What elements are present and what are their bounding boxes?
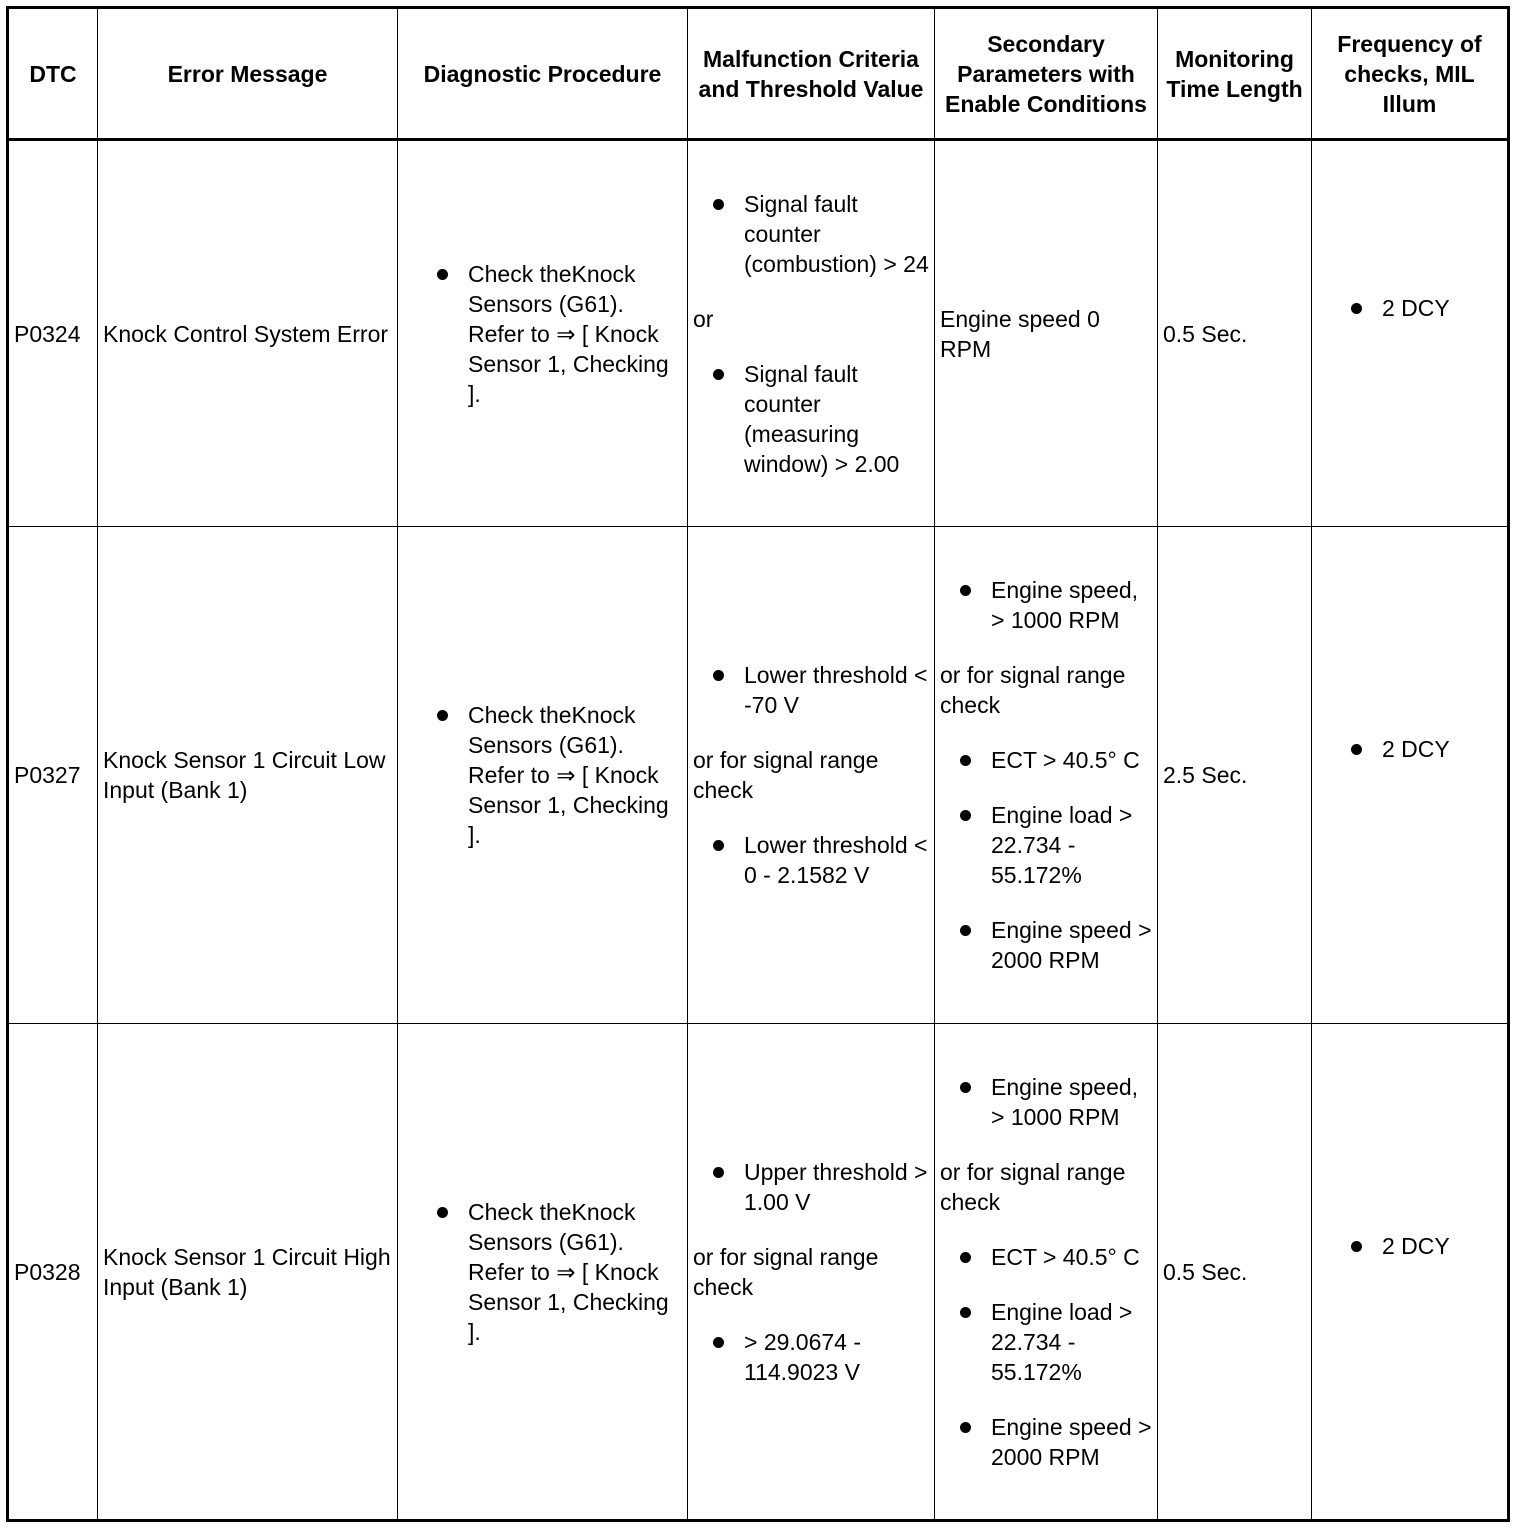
- dtc-table: [6, 6, 1510, 1522]
- dtc-code: P0327: [14, 762, 81, 788]
- procedure-list: [398, 1197, 687, 1347]
- procedure-item: Check theKnock Sensors (G61). Refer to ⇒ [ Knock Sensor 1, Checking ].: [417, 700, 679, 850]
- header-diagnostic-procedure: Diagnostic Procedure: [398, 8, 688, 140]
- header-frequency: Frequency of checks, MIL Illum: [1312, 8, 1509, 140]
- procedure-cell: [398, 527, 688, 1024]
- criteria-bullet: Lower threshold < -70 V: [693, 660, 929, 720]
- header-dtc: DTC: [8, 8, 98, 140]
- frequency-item: 2 DCY: [1331, 734, 1507, 764]
- frequency-item: 2 DCY: [1331, 293, 1507, 323]
- secondary-cell: [935, 527, 1158, 1024]
- secondary-connector: or for signal range check: [940, 662, 1126, 718]
- secondary-bullet: ECT > 40.5° C: [940, 745, 1152, 775]
- procedure-list: [398, 259, 687, 409]
- dtc-cell: [8, 527, 98, 1024]
- table-row: [8, 140, 1509, 527]
- criteria-cell: [688, 527, 935, 1024]
- secondary-content: [935, 1072, 1157, 1472]
- criteria-bullet: > 29.0674 - 114.9023 V: [693, 1327, 929, 1387]
- frequency-item: 2 DCY: [1331, 1231, 1507, 1261]
- criteria-bullet: Signal fault counter (combustion) > 24: [693, 189, 929, 279]
- table-row: [8, 527, 1509, 1024]
- secondary-content: [935, 575, 1157, 975]
- criteria-bullet: Lower threshold < 0 - 2.1582 V: [693, 830, 929, 890]
- header-secondary-parameters: Secondary Parameters with Enable Conditions: [935, 8, 1158, 140]
- time-cell: [1158, 140, 1312, 527]
- secondary-bullet: Engine speed, > 1000 RPM: [940, 1072, 1152, 1132]
- procedure-item: Check theKnock Sensors (G61). Refer to ⇒ [ Knock Sensor 1, Checking ].: [417, 259, 679, 409]
- criteria-cell: [688, 140, 935, 527]
- secondary-cell: [935, 1024, 1158, 1521]
- dtc-cell: [8, 140, 98, 527]
- error-message-cell: [98, 1024, 398, 1521]
- table-row: [8, 1024, 1509, 1521]
- criteria-content: [688, 660, 934, 890]
- time-cell: [1158, 527, 1312, 1024]
- dtc-cell: [8, 1024, 98, 1521]
- error-message-cell: [98, 527, 398, 1024]
- frequency-cell: [1312, 1024, 1509, 1521]
- secondary-connector: or for signal range check: [940, 1158, 1126, 1215]
- secondary-bullet: Engine speed > 2000 RPM: [940, 915, 1152, 975]
- secondary-bullet: ECT > 40.5° C: [940, 1242, 1152, 1272]
- criteria-connector: or for signal range check: [693, 747, 879, 803]
- header-error-message: Error Message: [98, 8, 398, 140]
- criteria-cell: [688, 1024, 935, 1521]
- header-row: [8, 8, 1509, 140]
- header-malfunction-criteria: Malfunction Criteria and Threshold Value: [688, 8, 935, 140]
- secondary-bullet: Engine speed > 2000 RPM: [940, 1412, 1152, 1472]
- frequency-cell: [1312, 140, 1509, 527]
- error-message: Knock Control System Error: [103, 320, 389, 347]
- secondary-bullet: Engine speed, > 1000 RPM: [940, 575, 1152, 635]
- error-message: Knock Sensor 1 Circuit Low Input (Bank 1): [103, 747, 386, 803]
- criteria-connector: or: [693, 305, 714, 332]
- procedure-cell: [398, 1024, 688, 1521]
- time-cell: [1158, 1024, 1312, 1521]
- procedure-item: Check theKnock Sensors (G61). Refer to ⇒ [ Knock Sensor 1, Checking ].: [417, 1197, 679, 1347]
- criteria-bullet: Signal fault counter (measuring window) > 2.00: [693, 359, 929, 479]
- error-message-cell: [98, 140, 398, 527]
- procedure-list: [398, 700, 687, 850]
- frequency-cell: [1312, 527, 1509, 1024]
- error-message: Knock Sensor 1 Circuit High Input (Bank 1): [103, 1243, 391, 1300]
- procedure-cell: [398, 140, 688, 527]
- monitoring-time: 2.5 Sec.: [1163, 762, 1248, 788]
- dtc-code: P0324: [14, 320, 81, 347]
- monitoring-time: 0.5 Sec.: [1163, 1258, 1248, 1285]
- secondary-text: Engine speed 0 RPM: [940, 305, 1100, 362]
- criteria-content: [688, 189, 934, 479]
- criteria-bullet: Upper threshold > 1.00 V: [693, 1157, 929, 1217]
- secondary-cell: [935, 140, 1158, 527]
- monitoring-time: 0.5 Sec.: [1163, 320, 1248, 347]
- secondary-bullet: Engine load > 22.734 - 55.172%: [940, 800, 1152, 890]
- header-monitoring-time: Monitoring Time Length: [1158, 8, 1312, 140]
- criteria-content: [688, 1157, 934, 1387]
- criteria-connector: or for signal range check: [693, 1243, 879, 1300]
- dtc-code: P0328: [14, 1258, 81, 1285]
- secondary-bullet: Engine load > 22.734 - 55.172%: [940, 1297, 1152, 1387]
